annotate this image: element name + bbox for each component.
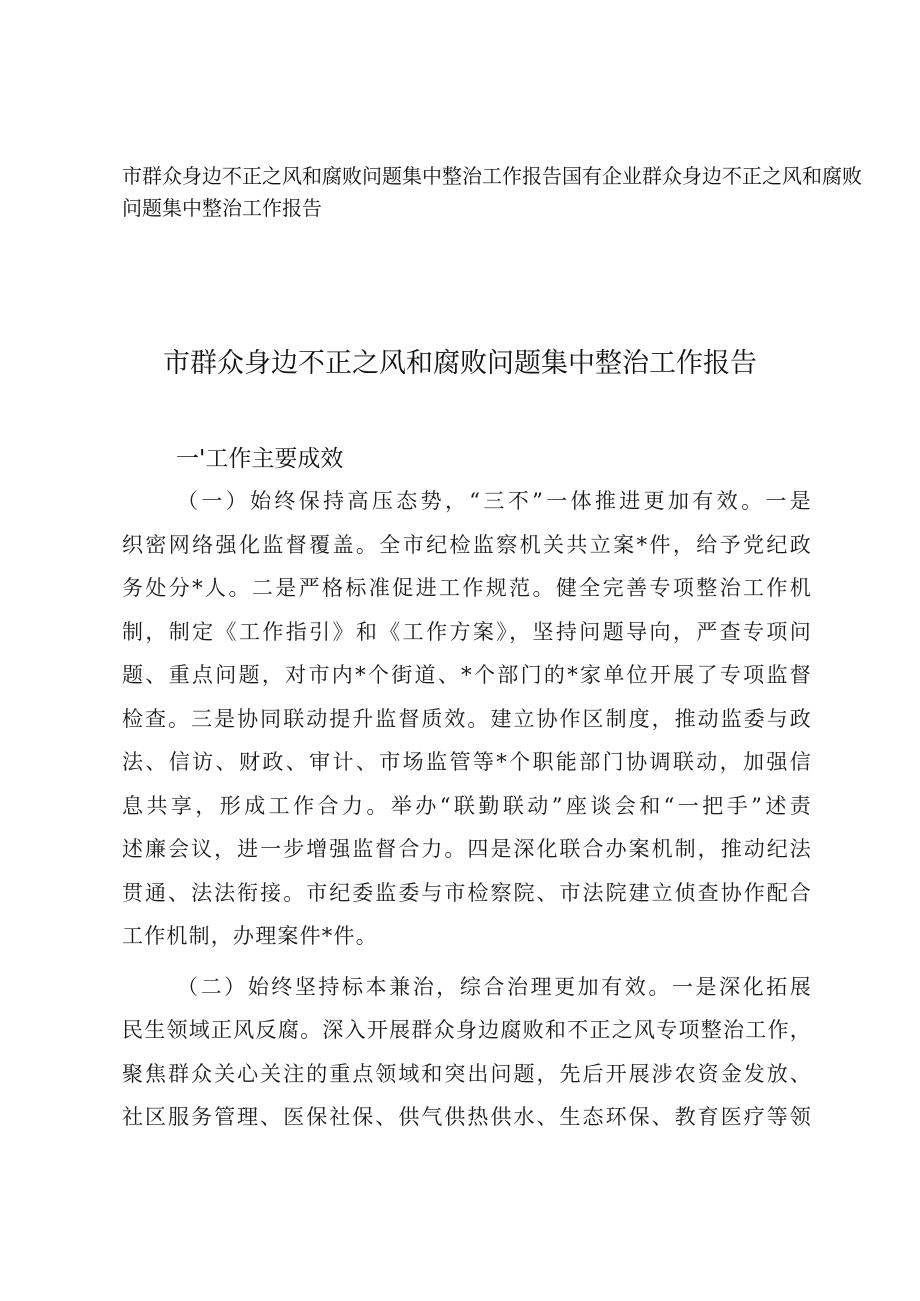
paragraph-line: 题、重点问题，对市内*个街道、*个部门的*家单位开展了专项监督 xyxy=(122,663,812,687)
paragraph-line: 检查。三是协同联动提升监督质效。建立协作区制度，推动监委与政 xyxy=(122,706,812,731)
paragraph-line: （二）始终坚持标本兼治，综合治理更加有效。一是深化拓展 xyxy=(177,974,812,999)
paragraph-line: 法、信访、财政、审计、市场监管等*个职能部门协调联动，加强信 xyxy=(122,750,812,774)
document-header xyxy=(122,160,862,224)
section-heading: 一'工作主要成效 xyxy=(176,446,344,472)
paragraph-line: 贯通、法法衔接。市纪委监委与市检察院、市法院建立侦查协作配合 xyxy=(122,880,812,905)
paragraph-line: 工作机制，办理案件*件。 xyxy=(122,924,378,948)
body-text xyxy=(122,480,812,1147)
paragraph-line: （一）始终保持高压态势，“三不”一体推进更加有效。一是 xyxy=(177,489,812,513)
document-title: 市群众身边不正之风和腐败问题集中整治工作报告 xyxy=(163,348,757,379)
paragraph-2 xyxy=(122,966,812,1140)
header-line-2: 问题集中整治工作报告 xyxy=(122,196,322,220)
paragraph-1 xyxy=(122,480,812,959)
paragraph-line: 社区服务管理、医保社保、供气供热供水、生态环保、教育医疗等领 xyxy=(122,1105,812,1129)
paragraph-line: 务处分*人。二是严格标准促进工作规范。健全完善专项整治工作机 xyxy=(122,576,812,600)
paragraph-line: 聚焦群众关心关注的重点领域和突出问题，先后开展涉农资金发放、 xyxy=(122,1061,812,1086)
header-line-1: 市群众身边不正之风和腐败问题集中整治工作报告国有企业群众身边不正之风和腐败 xyxy=(122,164,862,188)
paragraph-line: 民生领域正风反腐。深入开展群众身边腐败和不正之风专项整治工作， xyxy=(122,1018,812,1042)
paragraph-line: 制，制定《工作指引》和《工作方案》，坚持问题导向，严查专项问 xyxy=(122,619,812,644)
paragraph-line: 述廉会议，进一步增强监督合力。四是深化联合办案机制，推动纪法 xyxy=(122,837,812,861)
paragraph-line: 织密网络强化监督覆盖。全市纪检监察机关共立案*件，给予党纪政 xyxy=(122,532,812,557)
paragraph-line: 息共享，形成工作合力。举办“联勤联动”座谈会和“一把手”述责 xyxy=(122,793,812,818)
